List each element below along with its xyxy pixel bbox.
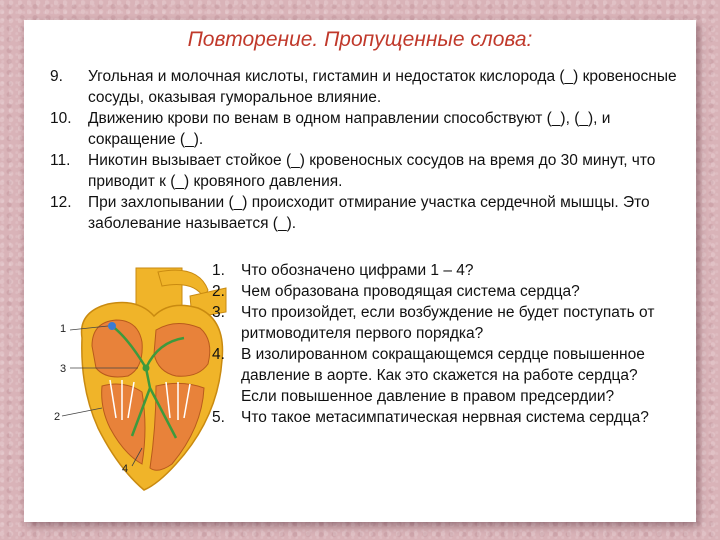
task-item <box>50 150 680 192</box>
task-item <box>50 108 680 150</box>
question-item <box>212 281 672 302</box>
sinoatrial-node-shape <box>108 322 116 330</box>
task-item <box>50 192 680 234</box>
question-item <box>212 260 672 281</box>
task-number: 10. <box>50 110 72 127</box>
question-text: Что обозначено цифрами 1 – 4? <box>241 262 474 279</box>
task-item <box>50 66 680 108</box>
question-list <box>212 260 672 428</box>
slide <box>24 20 696 522</box>
task-text: Никотин вызывает стойкое (_) кровеносных сосудов на время до 30 минут, что приводит к (_) кровяного давления. <box>88 152 656 190</box>
left-atrium-shape <box>154 323 210 376</box>
question-number: 1. <box>212 262 225 279</box>
question-number: 5. <box>212 409 225 426</box>
task-number: 9. <box>50 68 63 85</box>
question-text: Что произойдет, если возбуждение не будет поступать от ритмоводителя первого порядка? <box>241 304 655 342</box>
figure-label-4: 4 <box>122 463 129 475</box>
task-number: 11. <box>50 152 71 169</box>
heart-conduction-diagram <box>54 268 228 496</box>
question-number: 3. <box>212 304 225 321</box>
figure-label-3: 3 <box>60 363 67 375</box>
task-number: 12. <box>50 194 72 211</box>
right-atrium-shape <box>92 320 142 377</box>
figure-label-1: 1 <box>60 323 67 335</box>
question-text: Чем образована проводящая система сердца? <box>241 283 580 300</box>
question-text: В изолированном сокращающемся сердце повышенное давление в аорте. Как это скажется на работе сердца? Если повышенное давление в правом предсердии? <box>241 346 645 405</box>
figure-label-2: 2 <box>54 411 61 423</box>
question-item <box>212 302 672 344</box>
task-text: При захлопывании (_) происходит отмирание участка сердечной мышцы. Это заболевание называется (_). <box>88 194 650 232</box>
question-item <box>212 407 672 428</box>
question-text: Что такое метасимпатическая нервная система сердца? <box>241 409 649 426</box>
task-text: Угольная и молочная кислоты, гистамин и недостаток кислорода (_) кровеносные сосуды, оказывая гуморальное влияние. <box>88 68 677 106</box>
question-number: 4. <box>212 346 225 363</box>
slide-title: Повторение. Пропущенные слова: <box>187 28 533 51</box>
task-text: Движению крови по венам в одном направлении способствуют (_), (_), и сокращение (_). <box>88 110 611 148</box>
question-item <box>212 344 672 407</box>
fill-in-task-list <box>50 66 680 234</box>
question-number: 2. <box>212 283 225 300</box>
atrioventricular-node-shape <box>143 365 150 372</box>
